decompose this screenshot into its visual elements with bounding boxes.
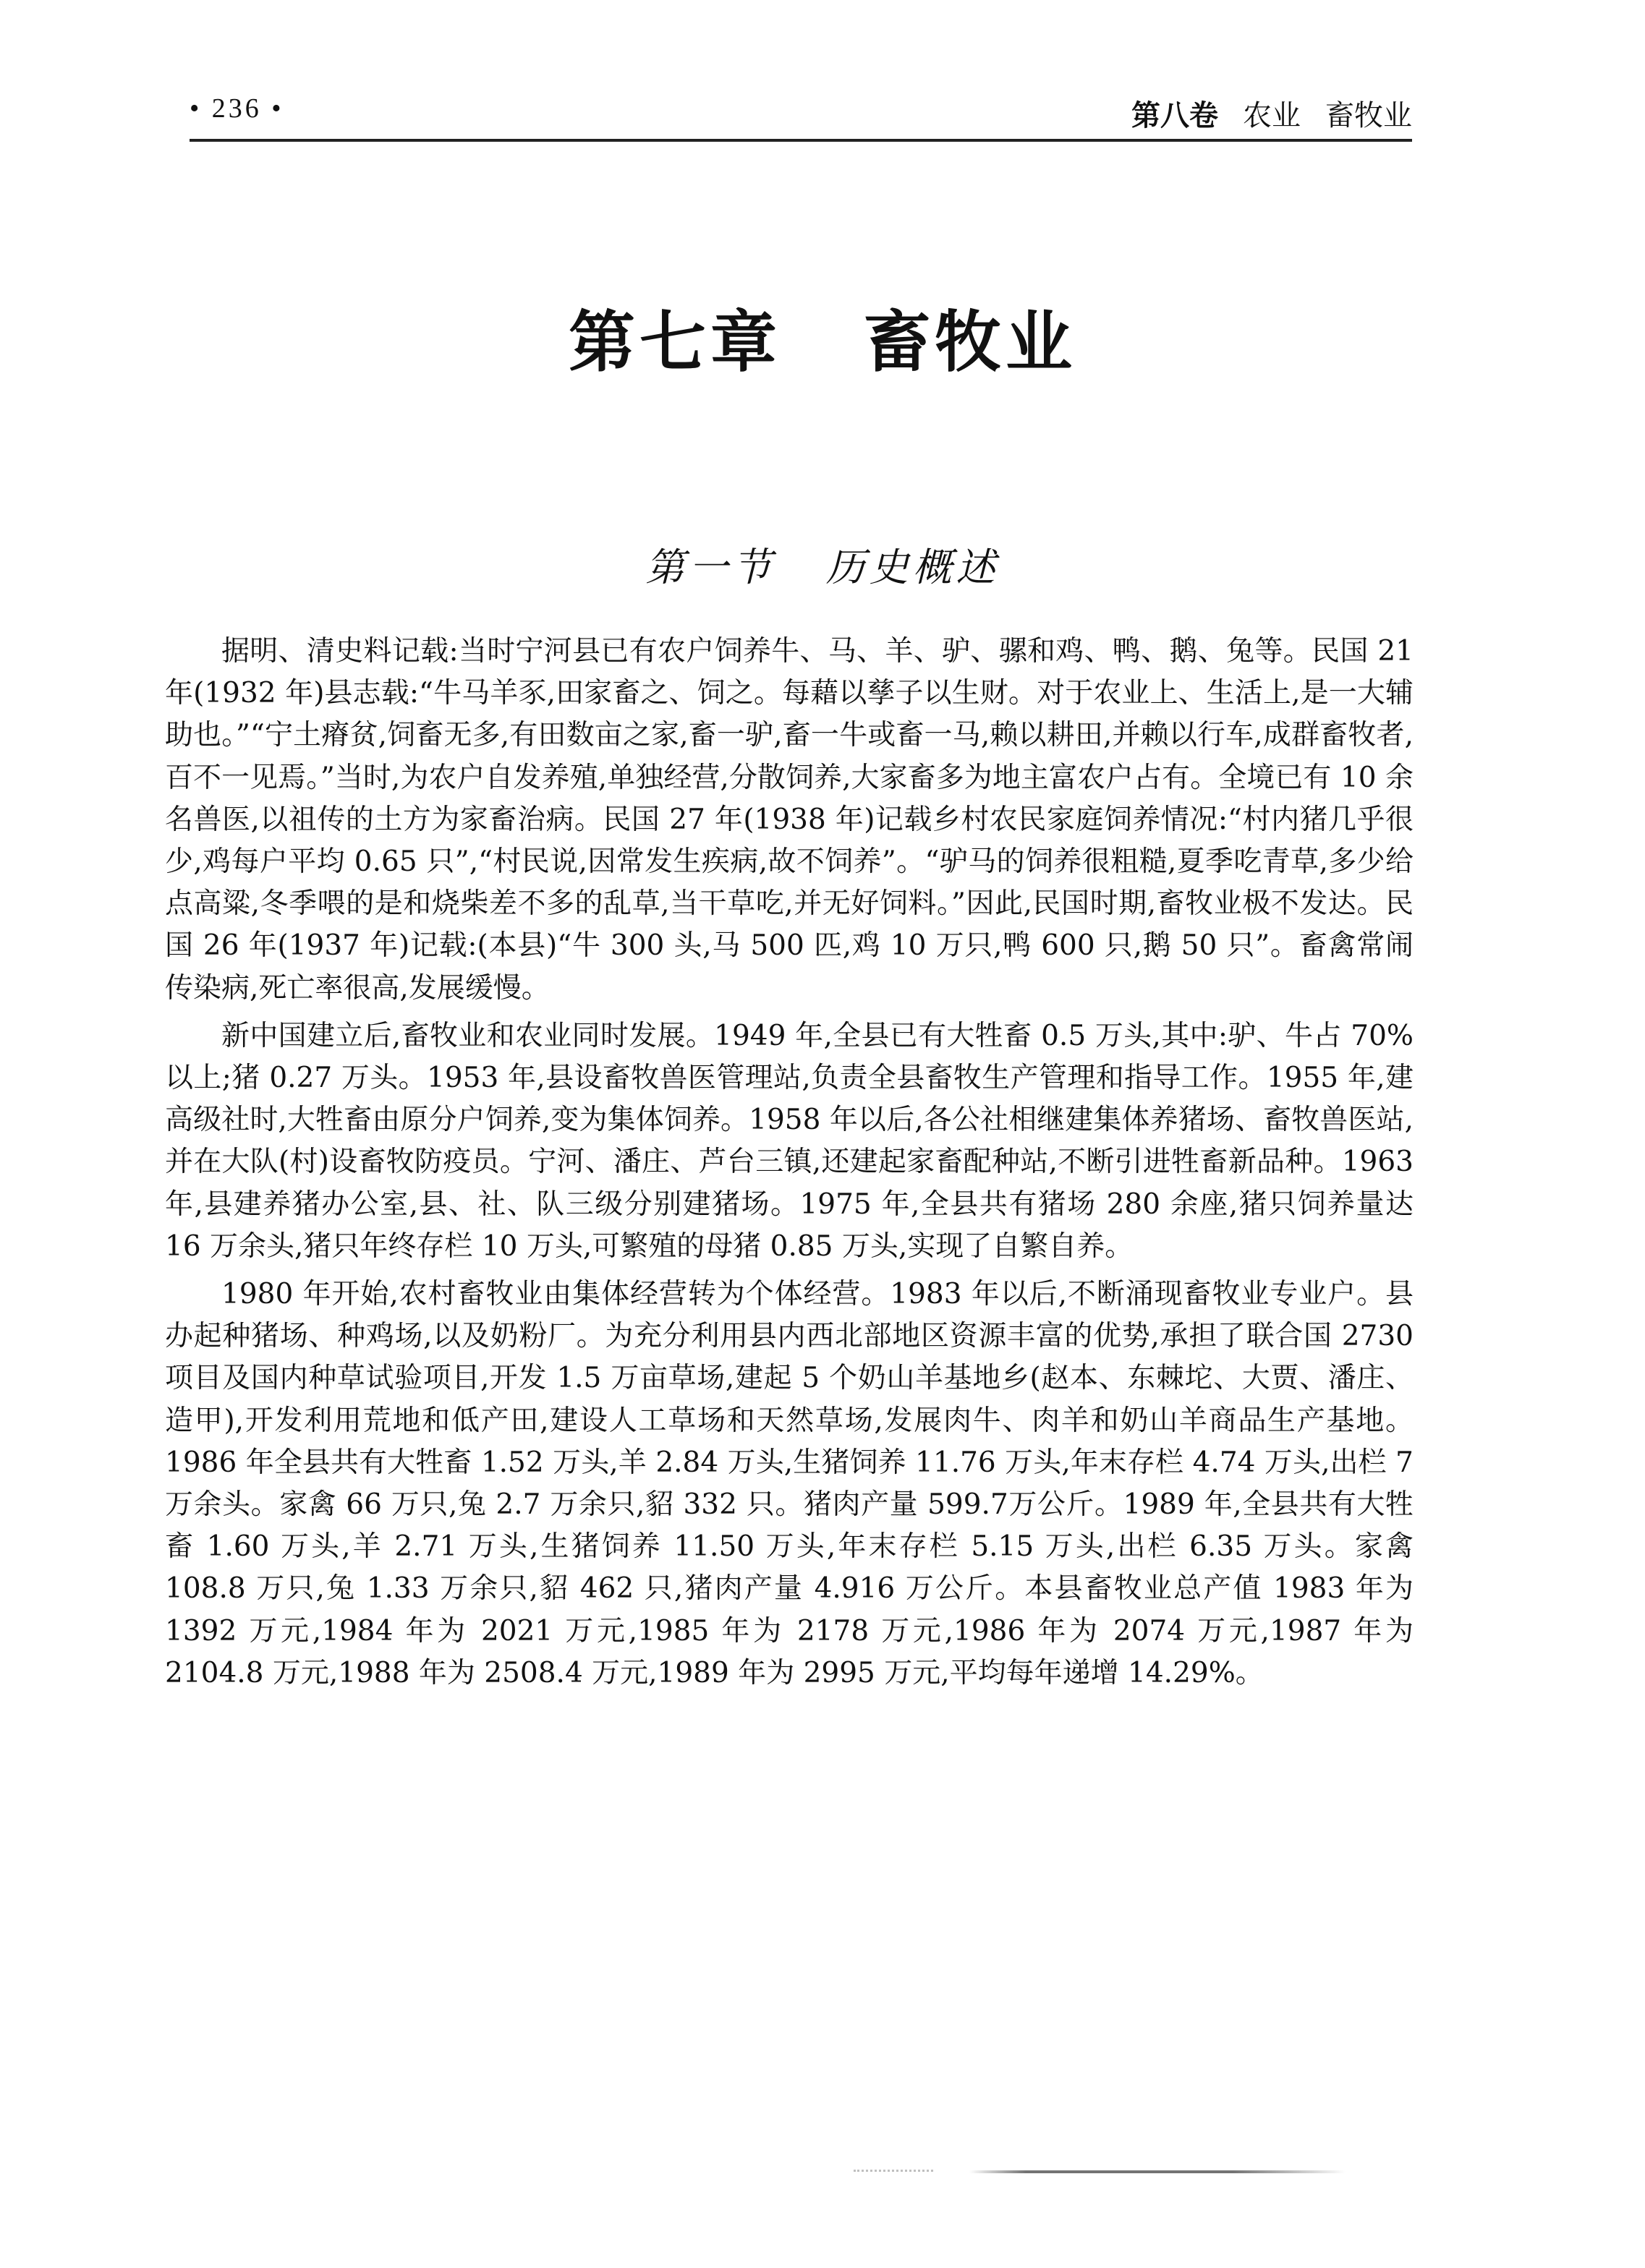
subsection-label: 畜牧业 <box>1325 99 1412 132</box>
paragraph-3: 1980 年开始,农村畜牧业由集体经营转为个体经营。1983 年以后,不断涌现畜牧业专业户。县办起种猪场、种鸡场,以及奶粉厂。为充分利用县内西北部地区资源丰富的优势,承担了联合国 2730 项目及国内种草试验项目,开发 1.5 万亩草场,建起 5 个奶山羊基地乡(赵本、东棘坨、大贾、潘庄、造甲),开发利用荒地和低产田,建设人工草场和天然草场,发展肉牛、肉羊和奶山羊商品生产基地。1986 年全县共有大牲畜 1.52 万头,羊 2.84 万头,生猪饲养 11.76 万头,年末存栏 4.74 万头,出栏 7 万余头。家禽 66 万只,兔 2.7 万余只,貂 332 只。猪肉产量 599.7万公斤。1989 年,全县共有大牲畜 1.60 万头,羊 2.71 万头,生猪饲养 11.50 万头,年末存栏 5.15 万头,出栏 6.35 万头。家禽 108.8 万只,兔 1.33 万余只,貂 462 只,猪肉产量 4.916 万公斤。本县畜牧业总产值 1983 年为 1392 万元,1984 年为 2021 万元,1985 年为 2178 万元,1986 年为 2074 万元,1987 年为 2104.8 万元,1988 年为 2508.4 万元,1989 年为 2995 万元,平均每年递增 14.29%。 <box>165 1278 1414 1689</box>
paragraph-2: 新中国建立后,畜牧业和农业同时发展。1949 年,全县已有大牲畜 0.5 万头,其中:驴、牛占 70%以上;猪 0.27 万头。1953 年,县设畜牧兽医管理站,负责全县畜牧生产管理和指导工作。1955 年,建高级社时,大牲畜由原分户饲养,变为集体饲养。1958 年以后,各公社相继建集体养猪场、畜牧兽医站,并在大队(村)设畜牧防疫员。宁河、潘庄、芦台三镇,还建起家畜配种站,不断引进牲畜新品种。1963 年,县建养猪办公室,县、社、队三级分别建猪场。1975 年,全县共有猪场 280 余座,猪只饲养量达 16 万余头,猪只年终存栏 10 万头,可繁殖的母猪 0.85 万头,实现了自繁自养。 <box>165 1019 1414 1263</box>
paragraph-1: 据明、清史料记载:当时宁河县已有农户饲养牛、马、羊、驴、骡和鸡、鸭、鹅、兔等。民国 21 年(1932 年)县志载:“牛马羊豕,田家畜之、饲之。每藉以孳子以生财。对于农业上、生活上,是一大辅助也。”“宁土瘠贫,饲畜无多,有田数亩之家,畜一驴,畜一牛或畜一马,赖以耕田,并赖以行车,成群畜牧者,百不一见焉。”当时,为农户自发养殖,单独经营,分散饲养,大家畜多为地主富农户占有。全境已有 10 余名兽医,以祖传的土方为家畜治病。民国 27 年(1938 年)记载乡村农民家庭饲养情况:“村内猪几乎很少,鸡每户平均 0.65 只”,“村民说,因常发生疾病,故不饲养”。“驴马的饲养很粗糙,夏季吃青草,多少给点高粱,冬季喂的是和烧柴差不多的乱草,当干草吃,并无好饲料。”因此,民国时期,畜牧业极不发达。民国 26 年(1937 年)记载:(本县)“牛 300 头,马 500 匹,鸡 10 万只,鸭 600 只,鹅 50 只”。畜禽常闹传染病,死亡率很高,发展缓慢。 <box>165 635 1414 1005</box>
volume-label: 第八卷 <box>1131 99 1218 132</box>
section-label: 农业 <box>1243 99 1301 132</box>
header-title <box>1131 93 1412 134</box>
chapter-title: 第七章 畜牧业 <box>568 304 1077 381</box>
body-text <box>165 631 1414 1700</box>
running-header <box>190 93 1412 142</box>
section-heading: 第一节 历史概述 <box>645 545 1000 590</box>
scan-artifact-line <box>969 2170 1346 2173</box>
scan-artifact-dots <box>854 2170 933 2174</box>
page-number: • 236 • <box>190 93 284 124</box>
